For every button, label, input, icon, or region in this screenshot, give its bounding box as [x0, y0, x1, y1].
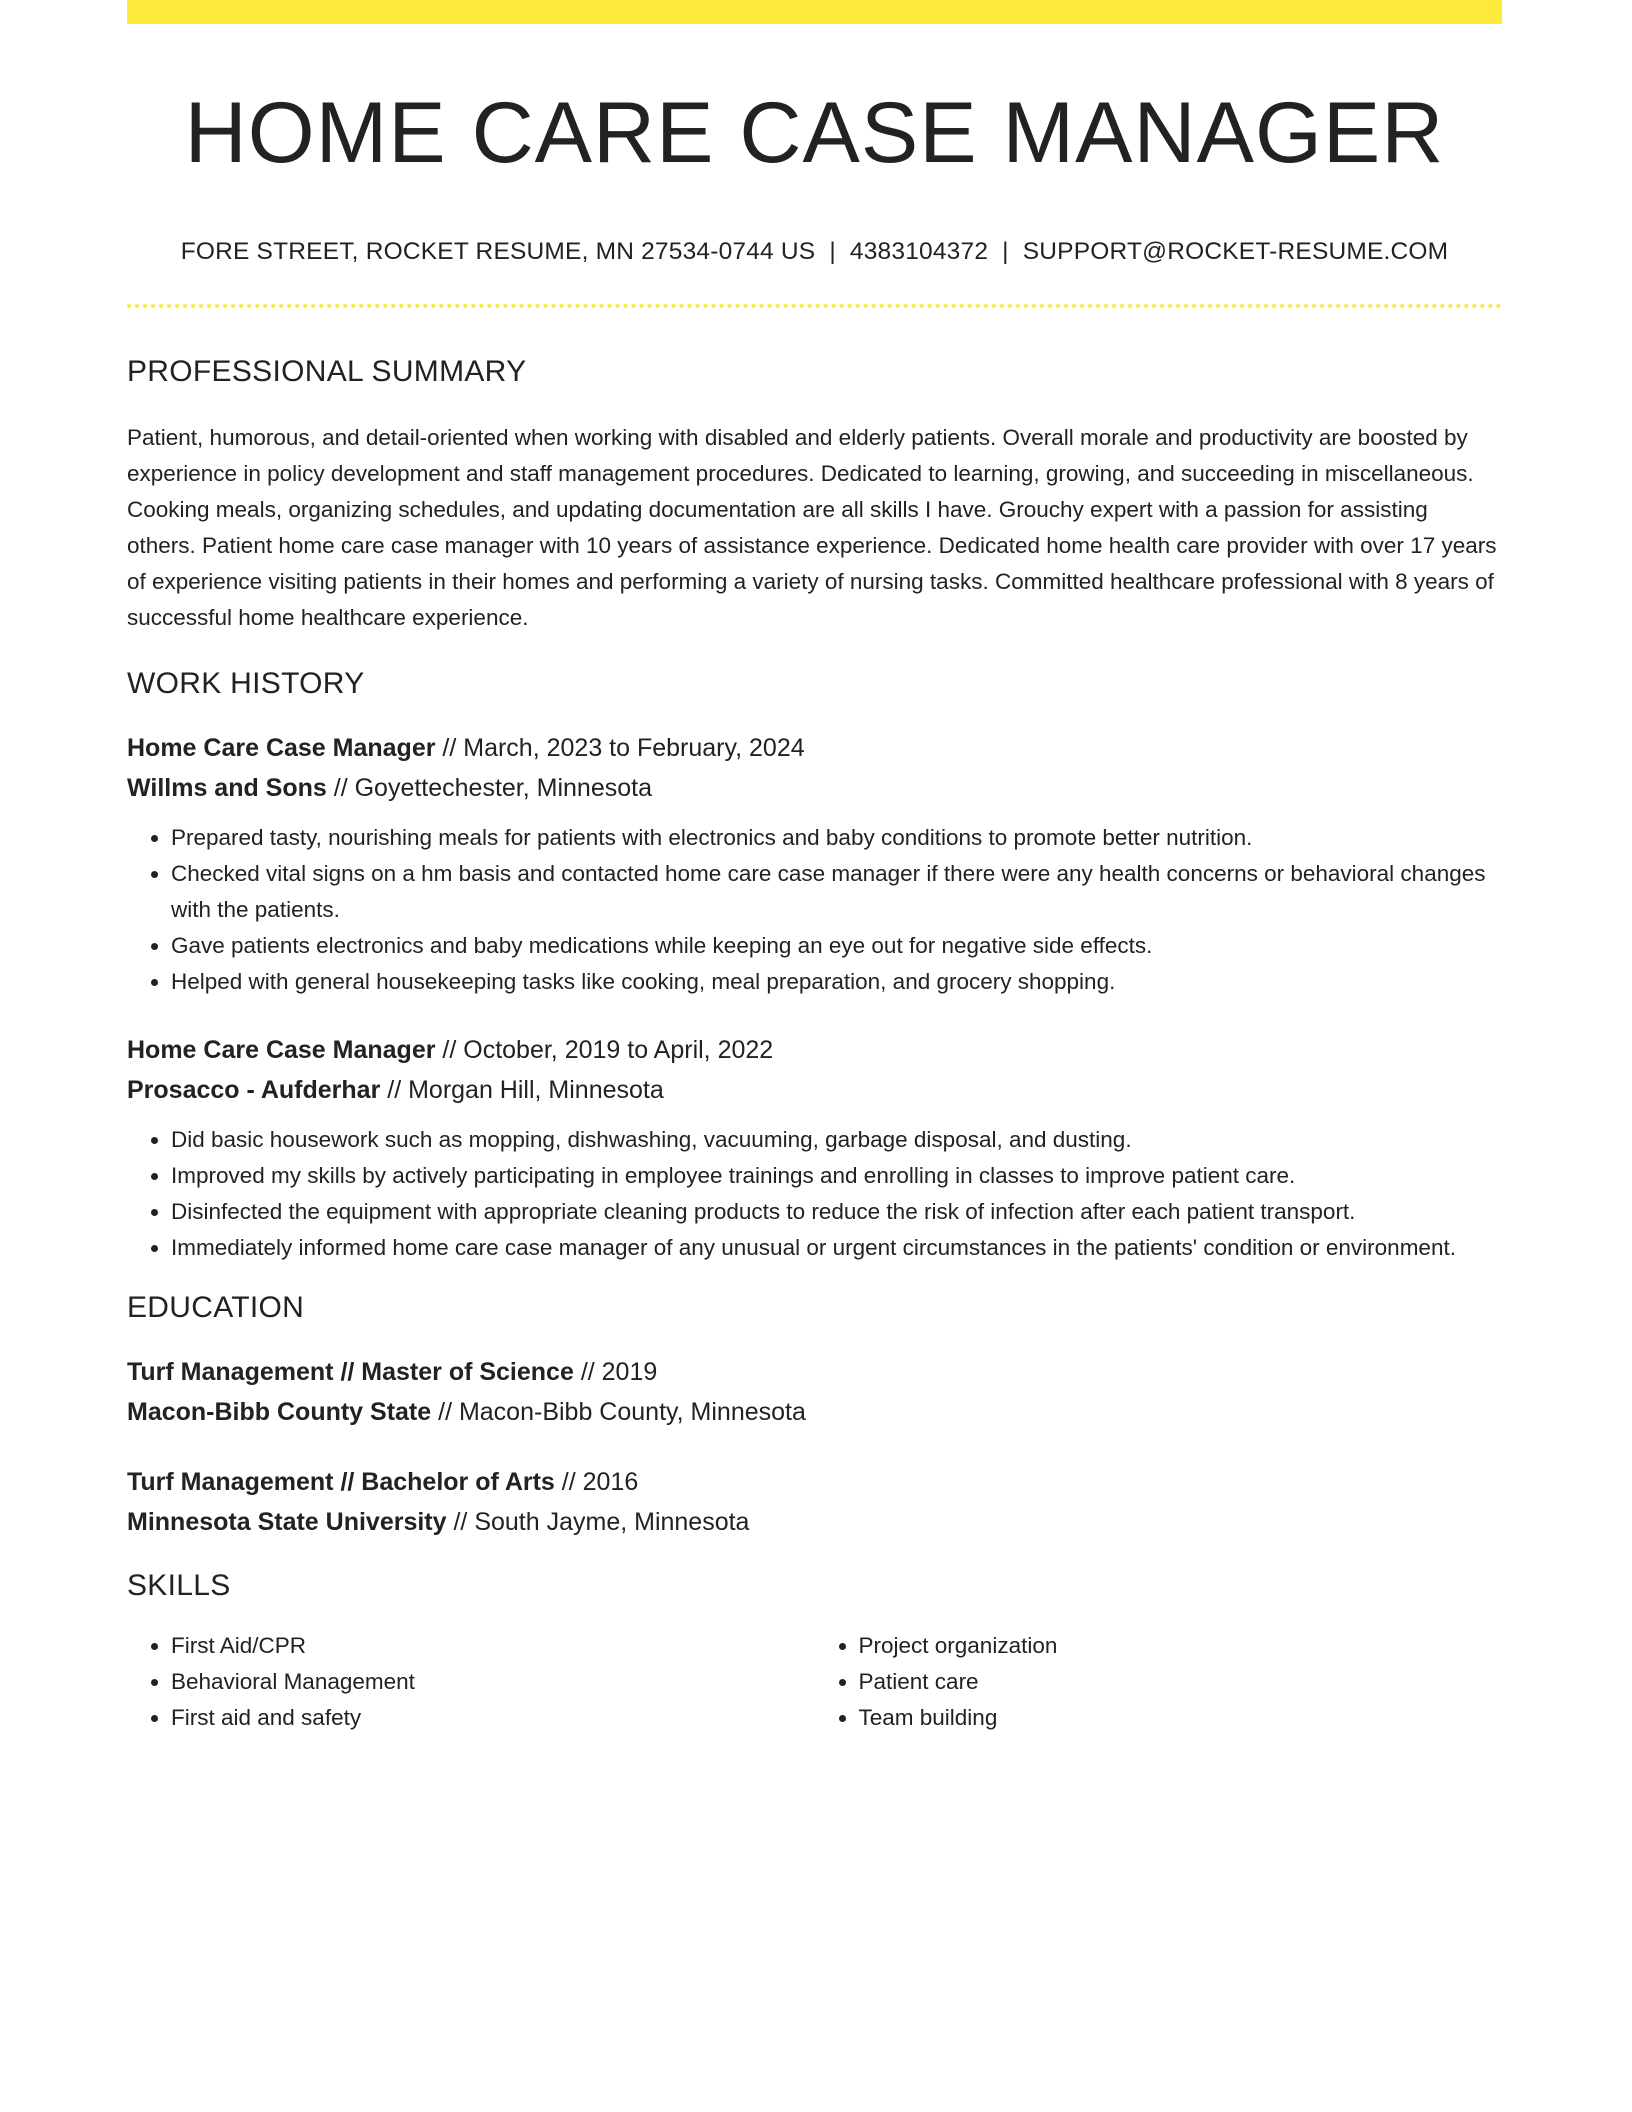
job-title-line [127, 728, 1502, 768]
education-year: // 2019 [573, 1357, 658, 1386]
job-duties-list [127, 820, 1502, 1000]
job-title-line [127, 1030, 1502, 1070]
accent-bar [127, 0, 1502, 24]
contact-address: FORE STREET, ROCKET RESUME, MN 27534-0744 US [180, 237, 816, 265]
job-location: // Goyettechester, Minnesota [326, 773, 652, 802]
job-role: Home Care Case Manager [127, 733, 436, 762]
contact-line [127, 237, 1502, 266]
list-item: • Prepared tasty, nourishing meals for patients with electronics and baby conditions to promote better nutrition. [171, 820, 1502, 856]
list-item: • Immediately informed home care case manager of any unusual or urgent circumstances in the patients' condition or environment. [171, 1230, 1502, 1266]
job-duties-list [127, 1122, 1502, 1266]
resume-title: HOME CARE CASE MANAGER [184, 85, 1445, 181]
education-location: // Macon-Bibb County, Minnesota [431, 1397, 806, 1426]
job-company-line [127, 768, 1502, 808]
work-history-heading: WORK HISTORY [127, 666, 365, 700]
job-role: Home Care Case Manager [127, 1035, 436, 1064]
education-heading: EDUCATION [127, 1290, 305, 1324]
education-school-line [127, 1502, 1502, 1542]
list-item: • Checked vital signs on a hm basis and contacted home care case manager if there were any health concerns or behavioral changes with the patients. [171, 856, 1502, 928]
job-dates: // March, 2023 to February, 2024 [435, 733, 805, 762]
skill-item: • Patient care [859, 1664, 1503, 1700]
contact-phone: 4383104372 [849, 237, 989, 265]
education-degree: Turf Management // Bachelor of Arts [127, 1467, 555, 1496]
skill-item: • First Aid/CPR [171, 1628, 815, 1664]
skill-item: • Team building [859, 1700, 1503, 1736]
contact-separator: | [829, 237, 836, 265]
job-location: // Morgan Hill, Minnesota [380, 1075, 664, 1104]
job-company-line [127, 1070, 1502, 1110]
skill-item: • First aid and safety [171, 1700, 815, 1736]
job-dates: // October, 2019 to April, 2022 [435, 1035, 774, 1064]
resume-page [127, 0, 1502, 1736]
list-item: • Improved my skills by actively participating in employee trainings and enrolling in classes to improve patient care. [171, 1158, 1502, 1194]
education-school: Macon-Bibb County State [127, 1397, 432, 1426]
list-item: • Helped with general housekeeping tasks like cooking, meal preparation, and grocery shopping. [171, 964, 1502, 1000]
education-degree-line [127, 1352, 1502, 1392]
contact-separator: | [1002, 237, 1009, 265]
skills-heading: SKILLS [127, 1568, 231, 1602]
skills-grid [127, 1628, 1502, 1736]
skills-list-right [815, 1628, 1503, 1736]
list-item: • Did basic housework such as mopping, dishwashing, vacuuming, garbage disposal, and dusting. [171, 1122, 1502, 1158]
education-school: Minnesota State University [127, 1507, 447, 1536]
education-year: // 2016 [554, 1467, 639, 1496]
summary-heading: PROFESSIONAL SUMMARY [127, 354, 527, 388]
skill-item: • Behavioral Management [171, 1664, 815, 1700]
summary-paragraph: Patient, humorous, and detail-oriented when working with disabled and elderly patients. Overall morale and productivity are boosted by experience in policy development and staff management procedures. Dedicated to learning, growing, and succeeding in miscellaneous. Cooking meals, organizing schedules, and updating documentation are all skills I have. Grouchy expert with a passion for assisting others. Patient home care case manager with 10 years of assistance experience. Dedicated home health care provider with over 17 years of experience visiting patients in their homes and performing a variety of nursing tasks. Committed healthcare professional with 8 years of successful home healthcare experience. [127, 424, 1497, 630]
education-degree: Turf Management // Master of Science [127, 1357, 574, 1386]
education-school-line [127, 1392, 1502, 1432]
education-location: // South Jayme, Minnesota [446, 1507, 750, 1536]
list-item: • Gave patients electronics and baby medications while keeping an eye out for negative side effects. [171, 928, 1502, 964]
contact-email: SUPPORT@ROCKET-RESUME.COM [1022, 237, 1449, 265]
job-company: Prosacco - Aufderhar [127, 1075, 381, 1104]
header-divider [127, 304, 1502, 308]
education-degree-line [127, 1462, 1502, 1502]
job-company: Willms and Sons [127, 773, 327, 802]
skill-item: • Project organization [859, 1628, 1503, 1664]
list-item: • Disinfected the equipment with appropriate cleaning products to reduce the risk of infection after each patient transport. [171, 1194, 1502, 1230]
skills-list-left [127, 1628, 815, 1736]
